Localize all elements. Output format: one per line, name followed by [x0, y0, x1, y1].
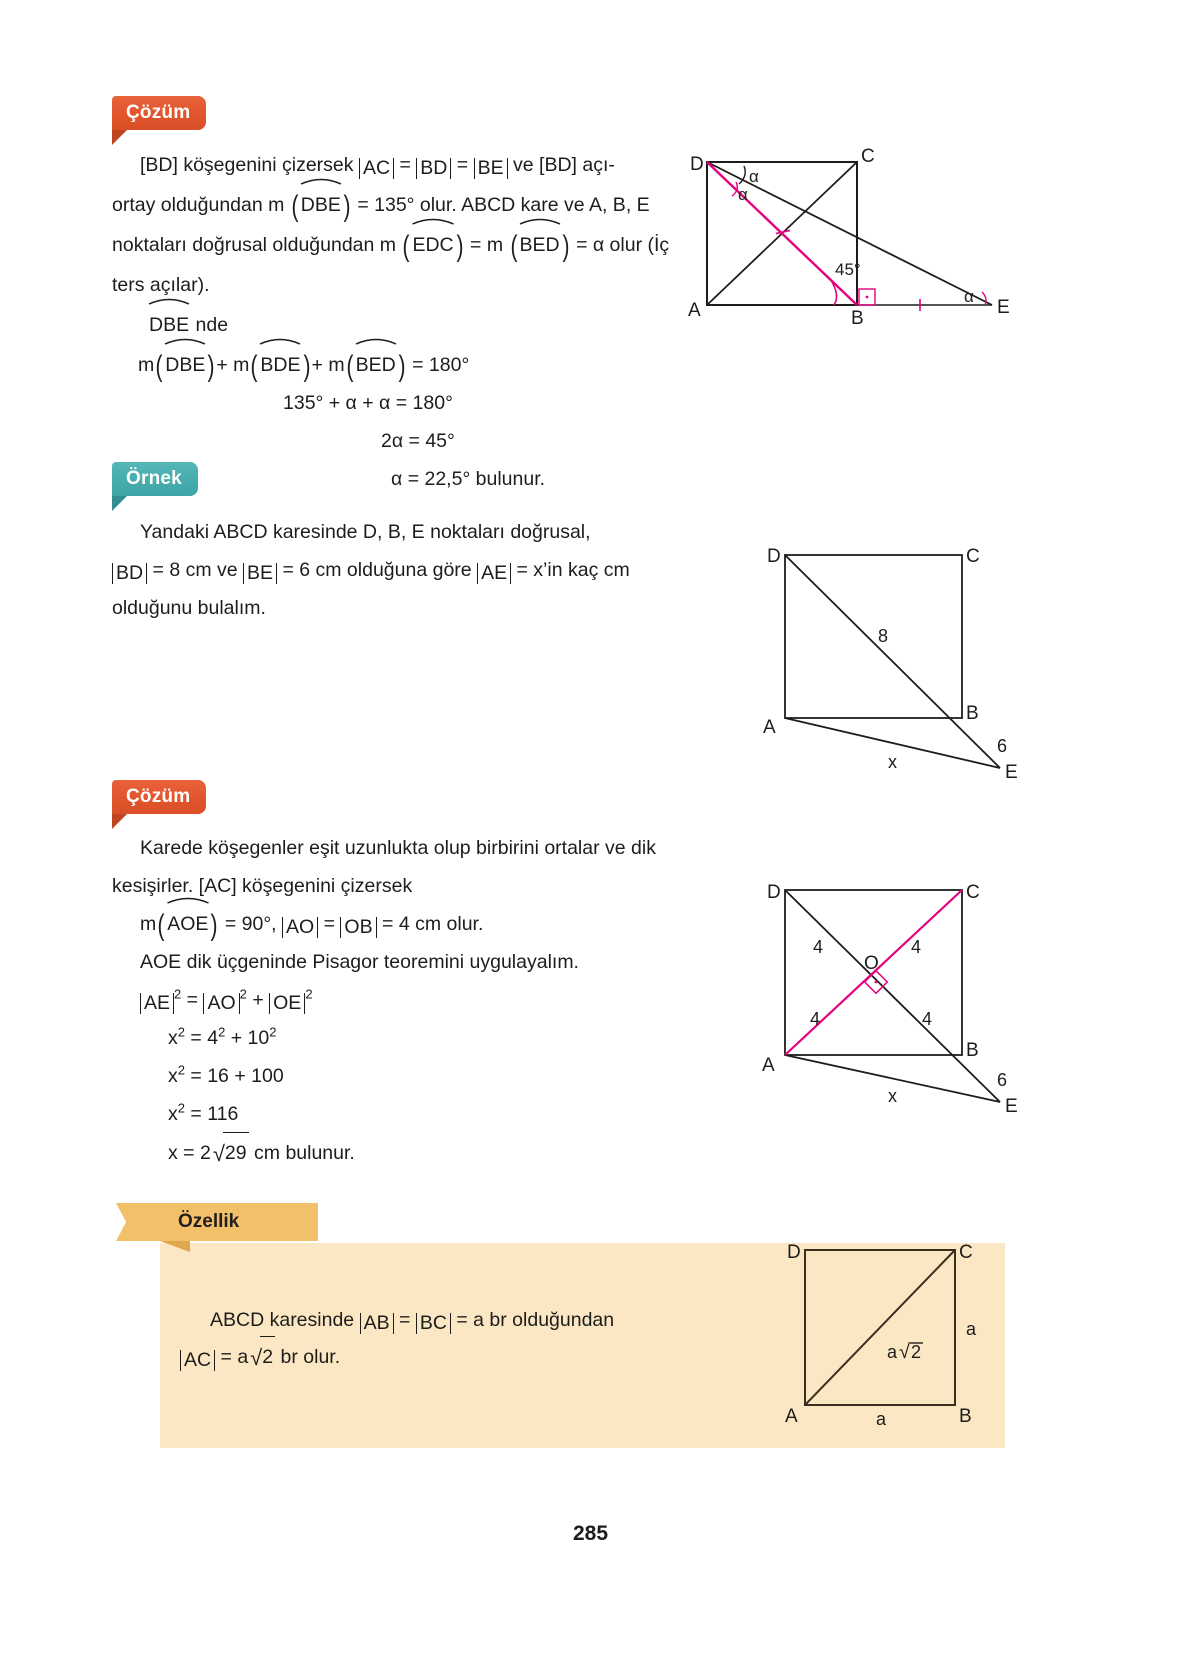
equals-2: =: [456, 154, 469, 176]
triangle-dbe-suffix: nde: [195, 314, 229, 336]
figure3-label-6: 6: [997, 1070, 1008, 1090]
sqrt-2: √2: [248, 1336, 275, 1378]
solution2-eq3: $x^2 = 16 + 100$: [168, 1062, 284, 1087]
angle-dbe: DBE: [300, 185, 342, 225]
solution2-eq1: AE $^2$ = AO $^2$ + OE $^2$: [140, 980, 313, 1020]
figure3-label-4-bottom-left: 4: [810, 1009, 821, 1029]
figure2-label-6: 6: [997, 736, 1008, 756]
figure2-label-B: B: [966, 703, 979, 724]
figure1-label-D: D: [690, 154, 704, 175]
figure-1: [672, 130, 1032, 345]
segment-bd-2: BD: [112, 563, 147, 584]
figure4-label-C: C: [959, 1242, 973, 1263]
solution1-line4: ters açılar).: [112, 274, 210, 296]
solution2-line4: AOE dik üçgeninde Pisagor teoremini uygulayalım.: [140, 951, 579, 973]
solution2-line2: kesişirler. [AC] köşegenini çizersek: [112, 875, 413, 897]
example-line2: BD = 8 cm ve BE = 6 cm olduğuna göre AE = x’in kaç cm: [112, 550, 630, 590]
badge-ornek-label: Örnek: [126, 468, 182, 489]
figure3-label-4-top-left: 4: [813, 937, 824, 957]
solution1-line2: ortay olduğundan m ( DBE) = 135° olur. ABCD kare ve A, B, E: [112, 185, 650, 225]
segment-ac-2: AC: [180, 1350, 215, 1371]
figure4-label-B: B: [959, 1406, 972, 1427]
solution1-line3-mid: = m: [470, 234, 504, 256]
figure1-label-B: B: [851, 308, 864, 329]
segment-ob: OB: [340, 917, 376, 938]
figure2-label-8: 8: [878, 626, 889, 646]
segment-bd: BD: [416, 158, 451, 179]
segment-be: BE: [474, 158, 508, 179]
solution1-eq3: 2α = 45°: [381, 430, 455, 452]
ozellik-line1: ABCD karesinde AB = BC = a br olduğundan: [210, 1309, 615, 1334]
figure1-label-A: A: [688, 300, 701, 321]
angle-bde-eq: BDE: [259, 345, 301, 385]
figure4-label-D: D: [787, 1242, 801, 1263]
ozellik-tab: [160, 1203, 318, 1241]
badge-cozum-1: [112, 96, 206, 130]
segment-ae: AE: [477, 563, 511, 584]
figure1-label-E: E: [997, 297, 1010, 318]
figure2-label-E: E: [1005, 762, 1018, 783]
figure1-angle-45: 45°: [835, 260, 861, 279]
figure3-label-E: E: [1005, 1096, 1018, 1117]
segment-ab: AB: [360, 1313, 394, 1334]
segment-ae-2: AE: [140, 993, 174, 1014]
figure2-label-x: x: [888, 752, 897, 772]
ozellik-line2: AC = a√2 br olur.: [180, 1336, 340, 1378]
figure4-diag-radical: √: [899, 1341, 910, 1363]
example-line3: olduğunu bulalım.: [112, 597, 266, 619]
solution1-line1-b: ve [BD] açı-: [513, 154, 615, 176]
ribbon-tail: [112, 130, 127, 145]
equals-1: =: [399, 154, 411, 176]
page-number: 285: [572, 1522, 609, 1545]
badge-cozum-2: [112, 780, 206, 814]
figure4-diag-root: 2: [911, 1342, 922, 1362]
figure3-label-x: x: [888, 1086, 897, 1106]
example-line1: Yandaki ABCD karesinde D, B, E noktaları doğrusal,: [140, 521, 591, 543]
figure3-label-4-bottom-right: 4: [922, 1009, 933, 1029]
solution1-line3: noktaları doğrusal olduğundan m ( EDC) = m ( BED) = α olur (İç: [112, 225, 669, 265]
solution1-line1-a: [BD] köşegenini çizersek: [140, 154, 354, 176]
angle-aoe: AOE: [166, 904, 209, 944]
figure1-angle-alpha-at-e: α: [964, 287, 974, 306]
figure-4: [770, 1225, 1020, 1445]
figure-2: [700, 500, 1030, 795]
angle-dbe-eq: DBE: [164, 345, 206, 385]
segment-ao-2: AO: [203, 993, 239, 1014]
angle-edc: EDC: [411, 225, 454, 265]
figure4-label-diagonal: [887, 1341, 923, 1363]
solution1-line1: [112, 145, 615, 185]
ozellik-flag: [116, 1203, 162, 1241]
figure3-label-D: D: [767, 882, 781, 903]
figure2-label-C: C: [966, 546, 980, 567]
solution1-line3-b: = α olur (İç: [576, 234, 670, 256]
figure-3: [700, 830, 1030, 1125]
sqrt-29: √29: [211, 1132, 249, 1174]
angle-bed-eq: BED: [355, 345, 397, 385]
figure2-label-D: D: [767, 546, 781, 567]
solution2-line3: m( AOE) = 90°, AO = OB = 4 cm olur.: [140, 904, 483, 944]
ozellik-label: Özellik: [178, 1211, 240, 1232]
segment-ao: AO: [282, 917, 318, 938]
ribbon-tail: [112, 496, 127, 511]
figure3-label-A: A: [762, 1055, 775, 1076]
figure4-label-side-a-right: a: [966, 1319, 977, 1339]
solution2-line1: Karede köşegenler eşit uzunlukta olup birbirini ortalar ve dik: [140, 837, 656, 859]
segment-oe: OE: [269, 993, 305, 1014]
angle-bed: BED: [519, 225, 561, 265]
solution1-line3-a: noktaları doğrusal olduğundan m: [112, 234, 397, 256]
figure2-label-A: A: [763, 717, 776, 738]
solution1-eq1: m( DBE)+ m( BDE)+ m( BED) = 180°: [138, 345, 469, 385]
figure1-angle-alpha-magenta: α: [738, 185, 748, 204]
figure4-label-A: A: [785, 1406, 798, 1427]
segment-be-2: BE: [243, 563, 277, 584]
figure4-diag-a: a: [887, 1342, 898, 1362]
badge-cozum-1-label: Çözüm: [126, 102, 191, 123]
figure4-label-side-a-bottom: a: [876, 1409, 887, 1429]
triangle-dbe: DBE: [148, 305, 190, 345]
solution1-line2-b: = 135° olur. ABCD kare ve A, B, E: [357, 194, 650, 216]
figure3-label-C: C: [966, 882, 980, 903]
figure1-angle-alpha-black: α: [749, 167, 759, 186]
figure3-label-4-top-right: 4: [911, 937, 922, 957]
segment-ac: AC: [359, 158, 394, 179]
figure3-label-O: O: [864, 953, 879, 974]
ribbon-tail: [112, 814, 127, 829]
badge-cozum-2-label: Çözüm: [126, 786, 191, 807]
solution1-eq4: α = 22,5° bulunur.: [391, 468, 546, 490]
solution1-eq2: 135° + α + α = 180°: [283, 392, 453, 414]
solution2-eq2: $x^2 = 4^2 + 10^2$: [168, 1024, 277, 1049]
figure1-label-C: C: [861, 146, 875, 167]
solution2-eq5: x = 2√29 cm bulunur.: [168, 1132, 355, 1174]
solution1-line2-a: ortay olduğundan m: [112, 194, 285, 216]
segment-bc: BC: [416, 1313, 451, 1334]
figure3-label-B: B: [966, 1040, 979, 1061]
solution2-eq4: $x^2 = 116$: [168, 1100, 239, 1125]
badge-ornek: [112, 462, 198, 496]
